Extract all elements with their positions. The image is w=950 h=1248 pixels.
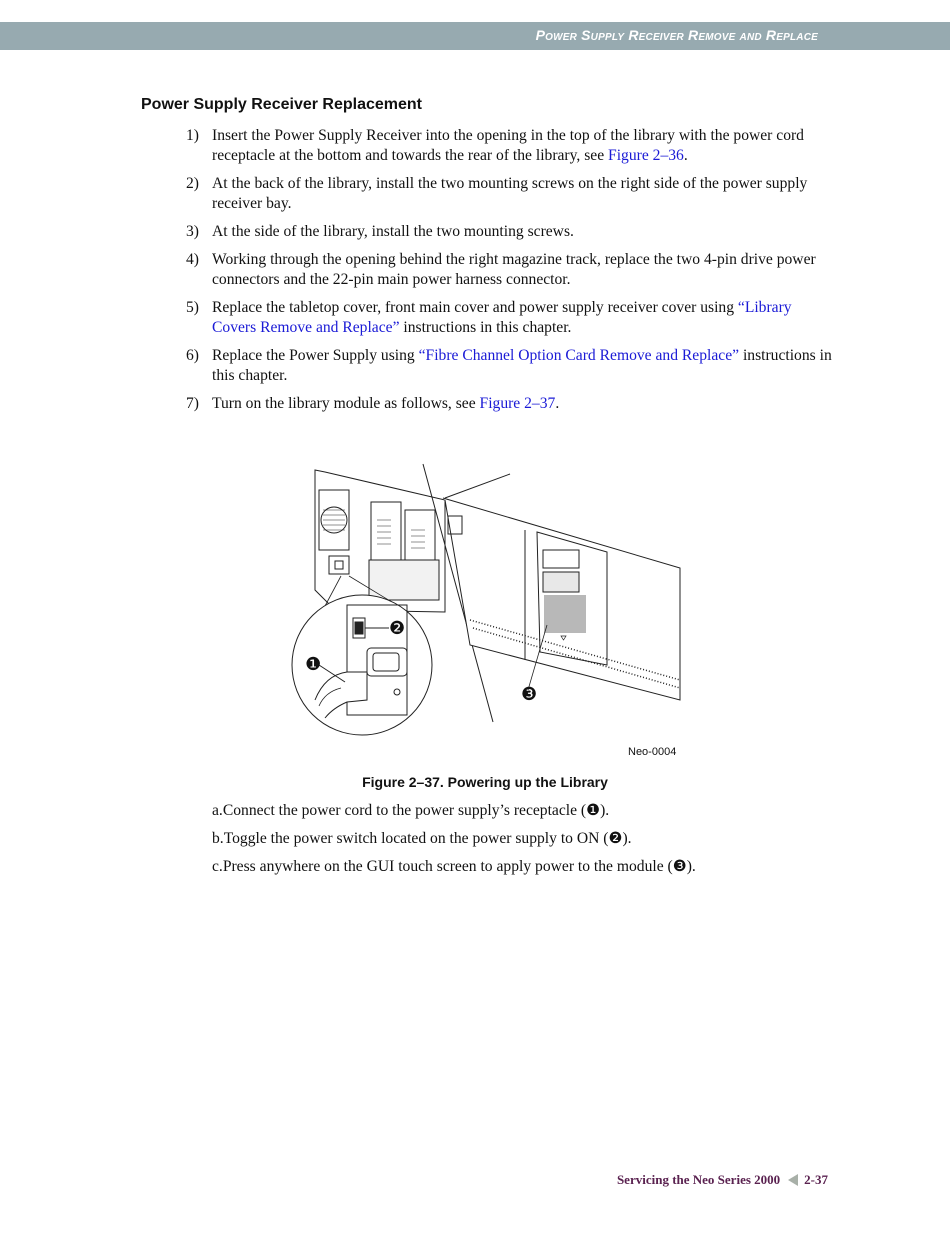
step-item	[186, 222, 836, 242]
page-number: 2-37	[804, 1172, 828, 1187]
figure-caption: Figure 2–37. Powering up the Library	[362, 774, 608, 790]
figure-2-37-link[interactable]: Figure 2–37	[479, 395, 556, 412]
step-number: 7)	[186, 395, 199, 412]
step-number: 6)	[186, 347, 199, 364]
step-item	[186, 298, 836, 338]
step-text: Turn on the library module as follows, see Figure 2–37.	[212, 395, 560, 412]
section-heading: Power Supply Receiver Replacement	[141, 96, 422, 113]
sub-step-item: b.Toggle the power switch located on the power supply to ON (❷).	[212, 830, 632, 847]
step-item	[186, 346, 836, 386]
footer-title: Servicing the Neo Series 2000	[616, 1172, 781, 1187]
figure-code: Neo-0004	[628, 746, 677, 758]
step-item	[186, 250, 836, 290]
library-covers-link[interactable]: “Library Covers Remove and Replace”	[212, 299, 792, 336]
library-front-panel	[443, 474, 680, 700]
step-text: Insert the Power Supply Receiver into the opening in the top of the library with the power cord receptacle at the bottom and towards the rear of the library, see Figure 2–36.	[212, 127, 804, 164]
callout-2: ❷	[389, 618, 406, 639]
callout-1: ❶	[305, 654, 322, 675]
step-item	[186, 126, 836, 166]
procedure-steps	[186, 126, 836, 422]
step-text: Replace the tabletop cover, front main cover and power supply receiver cover using “Library Covers Remove and Replace” instructions in this chapter.	[212, 299, 792, 336]
step-number: 4)	[186, 251, 199, 268]
step-number: 3)	[186, 223, 199, 240]
page-footer	[617, 1172, 828, 1188]
step-text: At the back of the library, install the two mounting screws on the right side of the power supply receiver bay.	[212, 175, 808, 212]
sub-step-item: a.Connect the power cord to the power supply’s receptacle (❶).	[212, 802, 610, 819]
running-header-title: Power Supply Receiver Remove and Replace	[535, 27, 818, 43]
step-text: Replace the Power Supply using “Fibre Channel Option Card Remove and Replace” instructions in this chapter.	[212, 347, 832, 384]
step-item	[186, 394, 836, 414]
figure-2-36-link[interactable]: Figure 2–36	[608, 147, 684, 164]
step-item	[186, 174, 836, 214]
step-number: 5)	[186, 299, 199, 316]
step-number: 1)	[186, 127, 199, 144]
step-text: Working through the opening behind the right magazine track, replace the two 4-pin drive power connectors and the 22-pin main power harness connector.	[212, 251, 816, 288]
step-number: 2)	[186, 175, 199, 192]
sub-step-item: c.Press anywhere on the GUI touch screen to apply power to the module (❸).	[212, 858, 696, 875]
sub-steps	[212, 801, 832, 885]
step-text: At the side of the library, install the two mounting screws.	[212, 223, 574, 240]
library-powerup-illustration	[285, 460, 685, 760]
fibre-channel-card-link[interactable]: “Fibre Channel Option Card Remove and Replace”	[418, 347, 740, 364]
footer-arrow-icon	[788, 1174, 798, 1186]
library-rear-panel	[315, 470, 445, 612]
callout-3: ❸	[521, 684, 538, 705]
page-header-bar	[0, 22, 950, 50]
